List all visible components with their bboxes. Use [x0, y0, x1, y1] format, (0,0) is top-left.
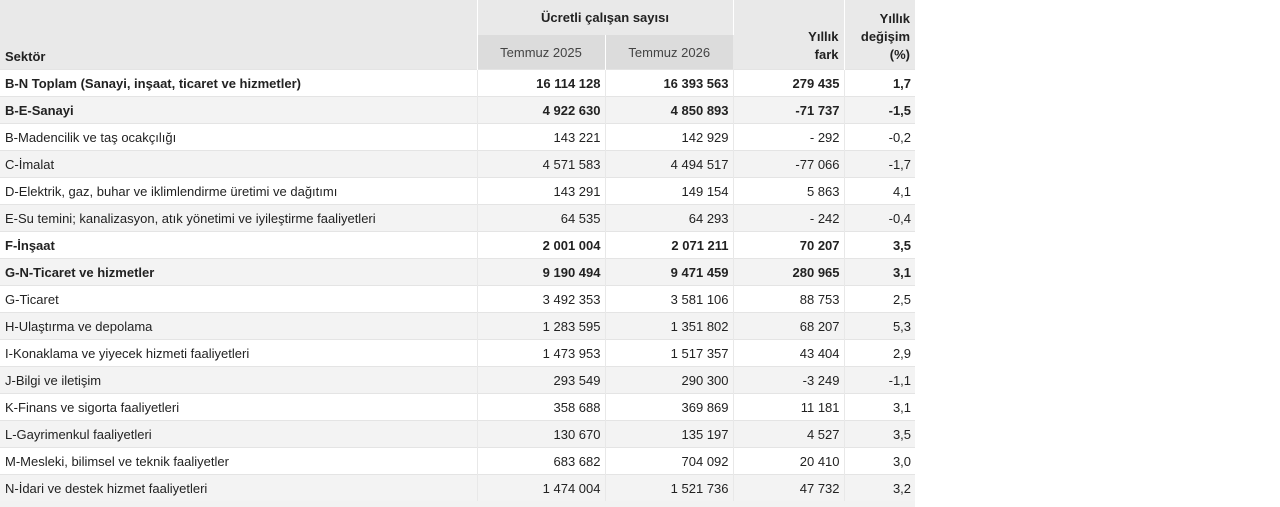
header-annual-pct	[844, 0, 915, 70]
annual-diff-cell: -77 066	[733, 151, 844, 178]
value-2025-cell: 143 291	[477, 178, 605, 205]
annual-diff-cell: -71 737	[733, 97, 844, 124]
header-annual-pct-line3: (%)	[889, 47, 911, 62]
table-row	[0, 367, 915, 394]
table-row	[0, 232, 915, 259]
sector-cell: D-Elektrik, gaz, buhar ve iklimlendirme üretimi ve dağıtımı	[0, 178, 477, 205]
annual-pct-cell: -1,1	[844, 367, 915, 394]
sector-cell: K-Finans ve sigorta faaliyetleri	[0, 394, 477, 421]
value-2025-cell: 143 221	[477, 124, 605, 151]
annual-diff-cell: 68 207	[733, 313, 844, 340]
value-2026-cell: 369 869	[605, 394, 733, 421]
value-2025-cell: 358 688	[477, 394, 605, 421]
value-2025-cell: 9 190 494	[477, 259, 605, 286]
sector-cell: C-İmalat	[0, 151, 477, 178]
table-row	[0, 313, 915, 340]
value-2026-cell: 2 071 211	[605, 232, 733, 259]
table-row	[0, 178, 915, 205]
value-2026-cell: 3 581 106	[605, 286, 733, 313]
value-2026-cell: 1 351 802	[605, 313, 733, 340]
annual-diff-cell: 70 207	[733, 232, 844, 259]
sector-cell: B-Madencilik ve taş ocakçılığı	[0, 124, 477, 151]
value-2025-cell: 683 682	[477, 448, 605, 475]
annual-pct-cell: 3,5	[844, 421, 915, 448]
annual-diff-cell: 11 181	[733, 394, 844, 421]
value-2025-cell: 1 474 004	[477, 475, 605, 502]
annual-pct-cell: -1,5	[844, 97, 915, 124]
table-row	[0, 475, 915, 502]
sector-cell: B-N Toplam (Sanayi, inşaat, ticaret ve hizmetler)	[0, 70, 477, 97]
value-2026-cell: 4 850 893	[605, 97, 733, 124]
value-2025-cell: 64 535	[477, 205, 605, 232]
annual-diff-cell: 88 753	[733, 286, 844, 313]
value-2025-cell: 293 549	[477, 367, 605, 394]
header-sector: Sektör	[0, 0, 477, 70]
annual-pct-cell: 2,9	[844, 340, 915, 367]
sector-cell: M-Mesleki, bilimsel ve teknik faaliyetler	[0, 448, 477, 475]
value-2026-cell: 704 092	[605, 448, 733, 475]
sector-cell: I-Konaklama ve yiyecek hizmeti faaliyetleri	[0, 340, 477, 367]
annual-pct-cell: 3,1	[844, 394, 915, 421]
value-2026-cell: 9 471 459	[605, 259, 733, 286]
sector-cell: J-Bilgi ve iletişim	[0, 367, 477, 394]
value-2026-cell: 64 293	[605, 205, 733, 232]
header-annual-diff-line2: fark	[814, 47, 839, 62]
value-2026-cell: 1 517 357	[605, 340, 733, 367]
table-row	[0, 151, 915, 178]
sector-cell: F-İnşaat	[0, 232, 477, 259]
header-period-2026: Temmuz 2026	[605, 35, 733, 70]
value-2025-cell: 4 922 630	[477, 97, 605, 124]
header-annual-diff	[733, 0, 844, 70]
table-header	[0, 0, 915, 70]
annual-pct-cell: 3,5	[844, 232, 915, 259]
value-2026-cell: 4 494 517	[605, 151, 733, 178]
sector-cell: N-İdari ve destek hizmet faaliyetleri	[0, 475, 477, 502]
header-annual-pct-line1: Yıllık	[879, 11, 911, 26]
annual-diff-cell: -3 249	[733, 367, 844, 394]
header-annual-pct-line2: değişim	[860, 29, 911, 44]
value-2026-cell: 1 521 736	[605, 475, 733, 502]
annual-pct-cell: 3,1	[844, 259, 915, 286]
annual-pct-cell: 3,2	[844, 475, 915, 502]
value-2026-cell: 142 929	[605, 124, 733, 151]
annual-diff-cell: 43 404	[733, 340, 844, 367]
table-row	[0, 394, 915, 421]
value-2025-cell: 4 571 583	[477, 151, 605, 178]
value-2026-cell: 135 197	[605, 421, 733, 448]
sector-cell: L-Gayrimenkul faaliyetleri	[0, 421, 477, 448]
annual-pct-cell: -0,2	[844, 124, 915, 151]
sector-cell: H-Ulaştırma ve depolama	[0, 313, 477, 340]
table-row	[0, 448, 915, 475]
annual-diff-cell: 5 863	[733, 178, 844, 205]
table-row	[0, 97, 915, 124]
value-2025-cell: 130 670	[477, 421, 605, 448]
annual-diff-cell: - 242	[733, 205, 844, 232]
value-2025-cell: 2 001 004	[477, 232, 605, 259]
table-row	[0, 124, 915, 151]
header-group-employees: Ücretli çalışan sayısı	[477, 0, 733, 35]
table-row	[0, 70, 915, 97]
value-2026-cell: 290 300	[605, 367, 733, 394]
header-annual-diff-line1: Yıllık	[808, 29, 839, 44]
table-row	[0, 421, 915, 448]
value-2026-cell: 16 393 563	[605, 70, 733, 97]
table-row	[0, 286, 915, 313]
table-row	[0, 259, 915, 286]
table-row	[0, 205, 915, 232]
annual-diff-cell: - 292	[733, 124, 844, 151]
annual-diff-cell: 280 965	[733, 259, 844, 286]
annual-diff-cell: 47 732	[733, 475, 844, 502]
annual-pct-cell: -1,7	[844, 151, 915, 178]
annual-diff-cell: 279 435	[733, 70, 844, 97]
table-body	[0, 70, 915, 502]
table-row	[0, 340, 915, 367]
annual-pct-cell: 1,7	[844, 70, 915, 97]
annual-pct-cell: 3,0	[844, 448, 915, 475]
value-2025-cell: 1 283 595	[477, 313, 605, 340]
annual-pct-cell: 4,1	[844, 178, 915, 205]
sector-cell: E-Su temini; kanalizasyon, atık yönetimi ve iyileştirme faaliyetleri	[0, 205, 477, 232]
annual-pct-cell: -0,4	[844, 205, 915, 232]
value-2025-cell: 16 114 128	[477, 70, 605, 97]
annual-pct-cell: 5,3	[844, 313, 915, 340]
value-2025-cell: 3 492 353	[477, 286, 605, 313]
annual-diff-cell: 20 410	[733, 448, 844, 475]
annual-diff-cell: 4 527	[733, 421, 844, 448]
sector-cell: B-E-Sanayi	[0, 97, 477, 124]
sector-cell: G-N-Ticaret ve hizmetler	[0, 259, 477, 286]
annual-pct-cell: 2,5	[844, 286, 915, 313]
value-2025-cell: 1 473 953	[477, 340, 605, 367]
header-period-2025: Temmuz 2025	[477, 35, 605, 70]
value-2026-cell: 149 154	[605, 178, 733, 205]
sector-cell: G-Ticaret	[0, 286, 477, 313]
